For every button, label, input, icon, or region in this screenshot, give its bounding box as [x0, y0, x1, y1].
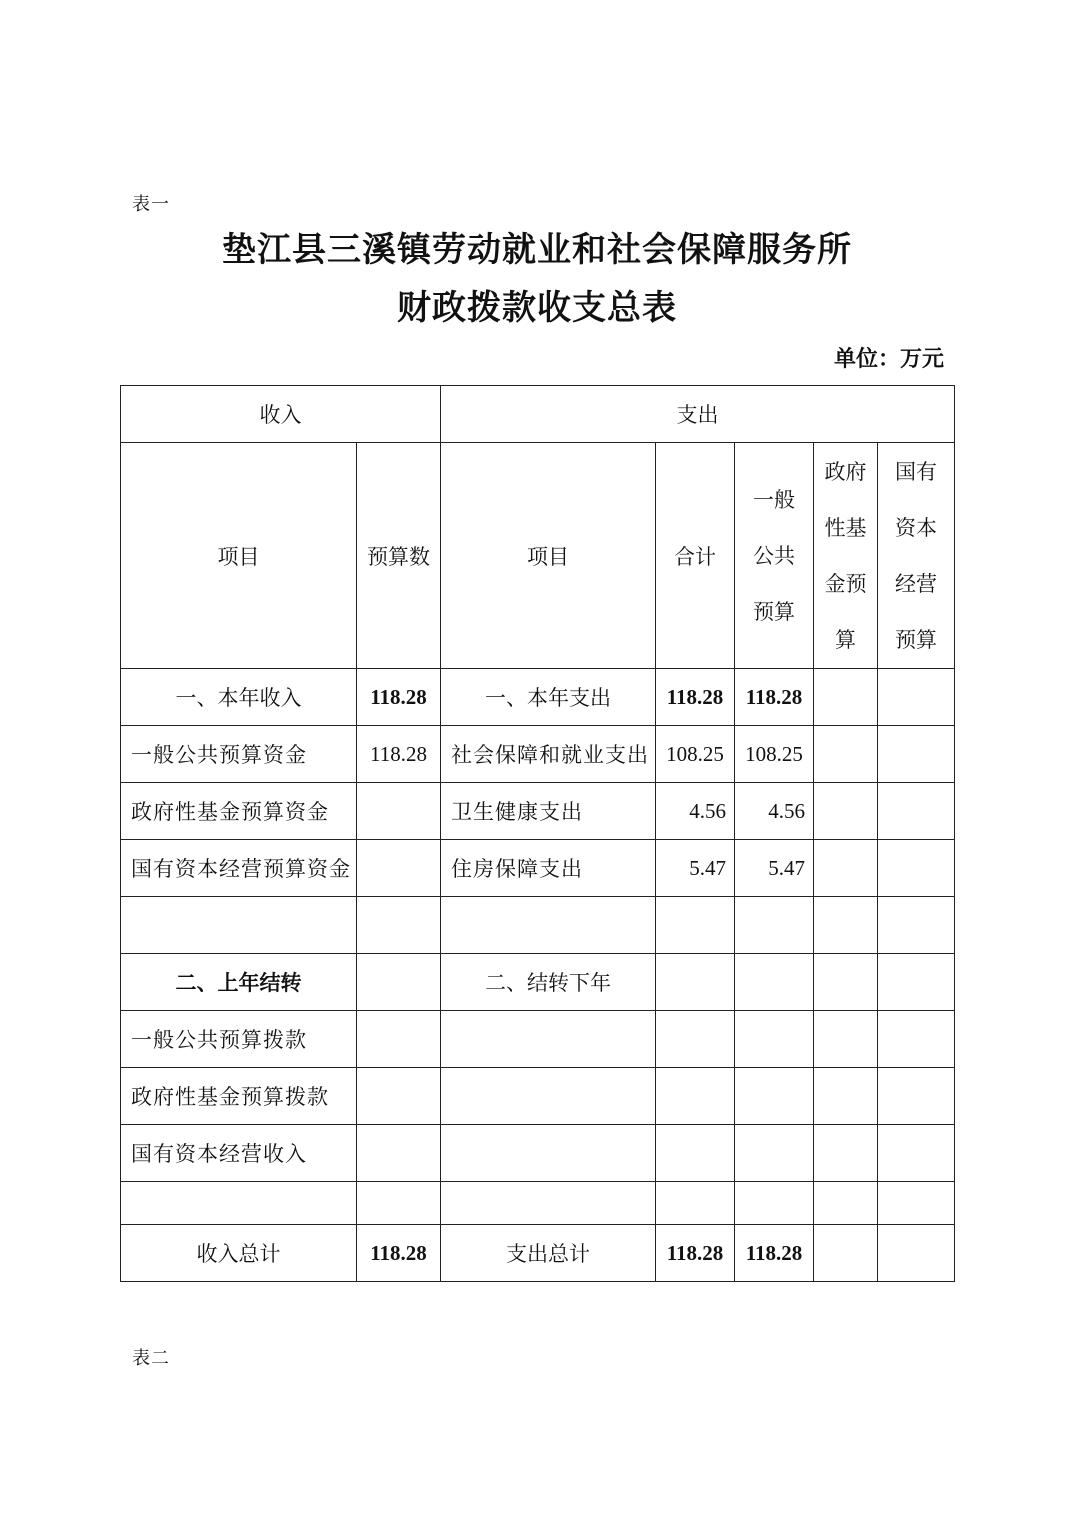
expense-general-total: 118.28: [735, 1225, 814, 1282]
header-state-capital-line: 预算: [895, 627, 938, 652]
expense-capital-cell: [878, 840, 955, 897]
income-amount-cell: [357, 1125, 441, 1182]
expense-item-cell: [441, 1182, 656, 1225]
table-label-1: 表一: [132, 194, 170, 215]
header-item-expense: 项目: [441, 443, 656, 669]
expense-general-cell: 4.56: [735, 783, 814, 840]
expense-total-cell: [656, 1125, 735, 1182]
expense-capital-total: [878, 1225, 955, 1282]
header-general-budget-line: 预算: [753, 599, 795, 624]
expense-total-label: 支出总计: [441, 1225, 656, 1282]
expense-item-cell: 社会保障和就业支出: [441, 726, 656, 783]
header-budget: 预算数: [357, 443, 441, 669]
table-row: [121, 897, 955, 954]
page-subtitle: 财政拨款收支总表: [397, 288, 677, 328]
income-item-cell: 政府性基金预算资金: [121, 783, 357, 840]
table-row: [121, 840, 955, 897]
header-state-capital: [878, 443, 955, 669]
header-general-budget-line: 公共: [753, 543, 795, 568]
expense-fund-cell: [814, 954, 878, 1011]
expense-total-cell: [656, 1011, 735, 1068]
expense-fund-cell: [814, 840, 878, 897]
expense-item-cell: 二、结转下年: [441, 954, 656, 1011]
income-total-amount: 118.28: [357, 1225, 441, 1282]
expense-item-cell: 住房保障支出: [441, 840, 656, 897]
income-amount-cell: [357, 1068, 441, 1125]
expense-total-cell: 4.56: [656, 783, 735, 840]
header-row-top: [121, 386, 955, 443]
expense-total-cell: 5.47: [656, 840, 735, 897]
income-item-cell: 一、本年收入: [121, 669, 357, 726]
expense-general-cell: [735, 1068, 814, 1125]
budget-summary-table: [120, 385, 955, 1282]
expense-fund-cell: [814, 1011, 878, 1068]
expense-item-cell: [441, 897, 656, 954]
expense-total-cell: [656, 1182, 735, 1225]
expense-fund-cell: [814, 669, 878, 726]
expense-general-cell: [735, 897, 814, 954]
expense-fund-cell: [814, 783, 878, 840]
expense-fund-cell: [814, 1068, 878, 1125]
income-amount-cell: 118.28: [357, 726, 441, 783]
expense-capital-cell: [878, 954, 955, 1011]
expense-total-amount: 118.28: [656, 1225, 735, 1282]
header-general-budget: [735, 443, 814, 669]
income-item-cell: [121, 897, 357, 954]
income-amount-cell: [357, 1182, 441, 1225]
table-row: [121, 1182, 955, 1225]
expense-item-cell: [441, 1125, 656, 1182]
income-item-cell: 政府性基金预算拨款: [121, 1068, 357, 1125]
expense-capital-cell: [878, 669, 955, 726]
header-gov-fund-line: 性基: [824, 515, 867, 540]
expense-total-cell: [656, 1068, 735, 1125]
expense-general-cell: [735, 1011, 814, 1068]
table-row: [121, 1011, 955, 1068]
expense-item-cell: 一、本年支出: [441, 669, 656, 726]
expense-item-cell: [441, 1068, 656, 1125]
table-row: [121, 1125, 955, 1182]
header-item-income: 项目: [121, 443, 357, 669]
income-total-label: 收入总计: [121, 1225, 357, 1282]
income-amount-cell: 118.28: [357, 669, 441, 726]
income-item-cell: 一般公共预算资金: [121, 726, 357, 783]
income-amount-cell: [357, 1011, 441, 1068]
expense-fund-cell: [814, 726, 878, 783]
income-amount-cell: [357, 783, 441, 840]
expense-total-cell: 118.28: [656, 669, 735, 726]
table-row: [121, 726, 955, 783]
expense-total-cell: [656, 954, 735, 1011]
header-gov-fund: [814, 443, 878, 669]
expense-capital-cell: [878, 783, 955, 840]
table-label-2: 表二: [132, 1348, 170, 1369]
header-state-capital-line: 经营: [895, 571, 938, 596]
expense-capital-cell: [878, 897, 955, 954]
expense-item-cell: 卫生健康支出: [441, 783, 656, 840]
header-gov-fund-line: 金预: [824, 571, 867, 596]
expense-total-cell: [656, 897, 735, 954]
unit-label: 单位：万元: [833, 346, 944, 372]
income-item-cell: 国有资本经营收入: [121, 1125, 357, 1182]
expense-general-cell: [735, 1182, 814, 1225]
expense-general-cell: 118.28: [735, 669, 814, 726]
header-state-capital-line: 国有: [895, 459, 938, 484]
header-gov-fund-line: 算: [835, 627, 856, 652]
income-item-cell: 国有资本经营预算资金: [121, 840, 357, 897]
income-amount-cell: [357, 954, 441, 1011]
income-item-cell: 一般公共预算拨款: [121, 1011, 357, 1068]
expense-capital-cell: [878, 1182, 955, 1225]
table-row: [121, 669, 955, 726]
header-expense: 支出: [441, 386, 955, 443]
expense-general-cell: 108.25: [735, 726, 814, 783]
header-general-budget-line: 一般: [753, 487, 795, 512]
income-amount-cell: [357, 840, 441, 897]
expense-fund-cell: [814, 897, 878, 954]
header-gov-fund-line: 政府: [824, 459, 867, 484]
income-amount-cell: [357, 897, 441, 954]
income-item-cell: 二、上年结转: [121, 954, 357, 1011]
expense-total-cell: 108.25: [656, 726, 735, 783]
income-item-cell: [121, 1182, 357, 1225]
header-state-capital-line: 资本: [895, 515, 938, 540]
expense-fund-total: [814, 1225, 878, 1282]
page-title: 垫江县三溪镇劳动就业和社会保障服务所: [222, 230, 852, 270]
expense-capital-cell: [878, 1125, 955, 1182]
expense-general-cell: [735, 1125, 814, 1182]
header-row-columns: [121, 443, 955, 669]
expense-capital-cell: [878, 1011, 955, 1068]
expense-fund-cell: [814, 1182, 878, 1225]
expense-general-cell: [735, 954, 814, 1011]
header-total: 合计: [656, 443, 735, 669]
expense-fund-cell: [814, 1125, 878, 1182]
expense-capital-cell: [878, 726, 955, 783]
table-row: [121, 1068, 955, 1125]
expense-capital-cell: [878, 1068, 955, 1125]
table-row-total: [121, 1225, 955, 1282]
header-income: 收入: [121, 386, 441, 443]
expense-item-cell: [441, 1011, 656, 1068]
table-row: [121, 783, 955, 840]
expense-general-cell: 5.47: [735, 840, 814, 897]
table-row: [121, 954, 955, 1011]
